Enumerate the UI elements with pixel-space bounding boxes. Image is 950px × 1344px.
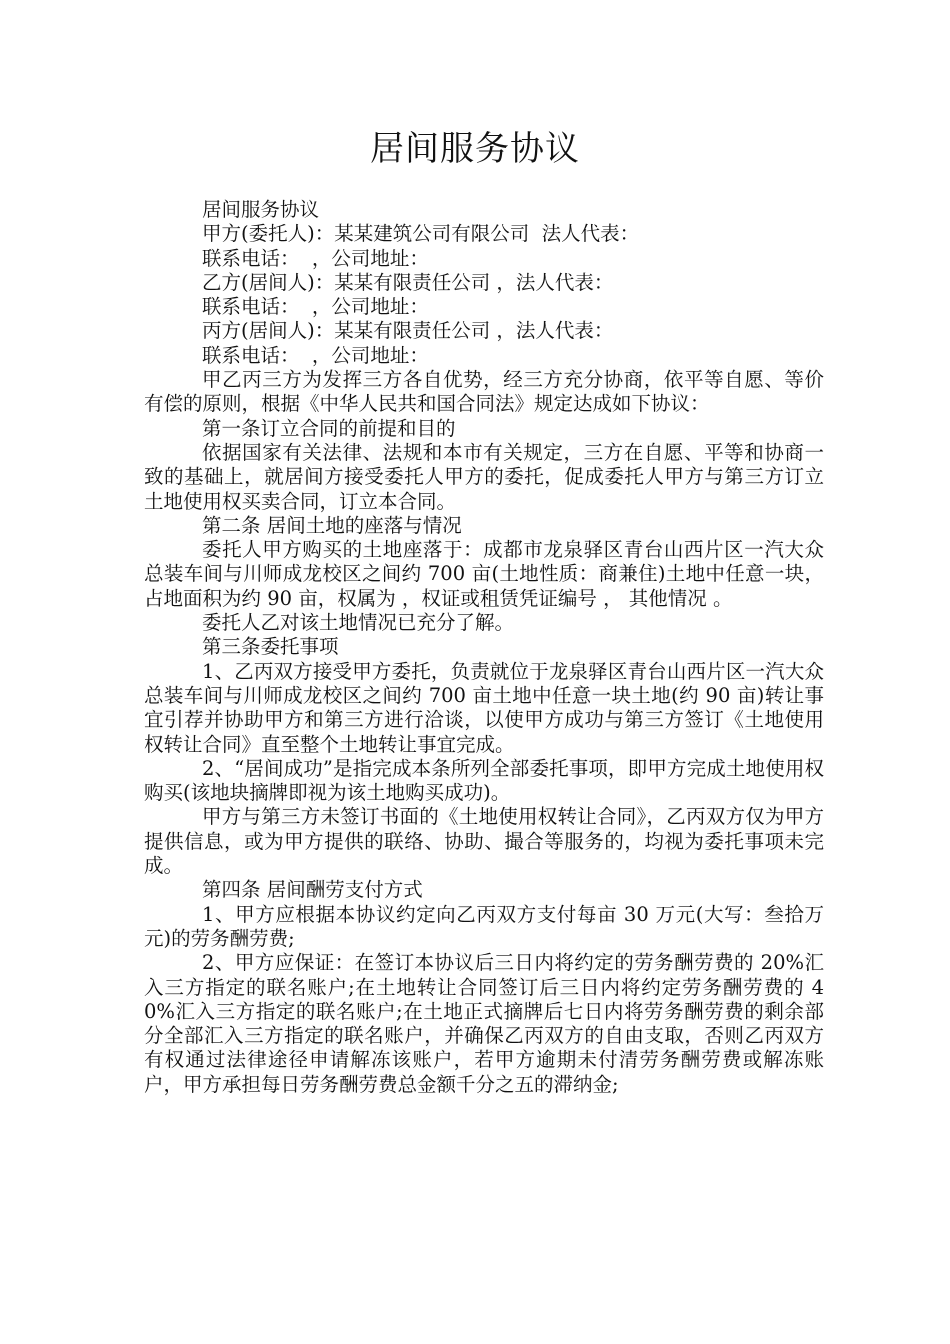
preamble-paragraph: 甲乙丙三方为发挥三方各自优势，经三方充分协商，依平等自愿、等价有偿的原则，根据《中华人民共和国合同法》规定达成如下协议： — [144, 368, 824, 416]
party-c-contact-line: 联系电话： ，公司地址： — [202, 343, 429, 367]
article-2-note: 委托人乙对该土地情况已充分了解。 — [202, 611, 515, 635]
article-4-heading: 第四条 居间酬劳支付方式 — [202, 878, 423, 902]
document-body — [144, 198, 824, 1097]
article-2-paragraph: 委托人甲方购买的土地座落于：成都市龙泉驿区青台山西片区一汽大众总装车间与川师成龙校区之间约 700 亩(土地性质：商兼住)土地中任意一块，占地面积为约 90 亩，权属为 ，权证或租赁凭证编号 ， 其他情况 。 — [144, 538, 824, 610]
article-3-note: 甲方与第三方未签订书面的《土地使用权转让合同》，乙丙双方仅为甲方提供信息，或为甲方提供的联络、协助、撮合等服务的，均视为委托事项未完成。 — [144, 805, 824, 878]
article-1-heading: 第一条订立合同的前提和目的 — [202, 416, 456, 440]
document-title: 居间服务协议 — [370, 129, 580, 169]
article-3-clause-2: 2、“居间成功”是指完成本条所列全部委托事项，即甲方完成土地使用权购买(该地块摘牌即视为该土地购买成功)。 — [144, 756, 824, 805]
article-4-clause-2: 2、甲方应保证：在签订本协议后三日内将约定的劳务酬劳费的 20%汇入三方指定的联名账户;在土地转让合同签订后三日内将约定劳务酬劳费的 40%汇入三方指定的联名账户;在土地正式摘牌后七日内将劳务酬劳费的剩余部分全部汇入三方指定的联名账户，并确保乙丙双方的自由支取，否则乙丙双方有权通过法律途径申请解冻该账户，若甲方逾期未付清劳务酬劳费或解冻账户，甲方承担每日劳务酬劳费总金额千分之五的滞纳金; — [144, 951, 824, 1096]
article-4-clause-1: 1、甲方应根据本协议约定向乙丙双方支付每亩 30 万元(大写：叁拾万元)的劳务酬劳费; — [144, 902, 824, 950]
party-b-contact-line: 联系电话： ，公司地址： — [202, 295, 429, 319]
party-b-line: 乙方(居间人)：某某有限责任公司 ，法人代表： — [202, 270, 614, 294]
article-2-heading: 第二条 居间土地的座落与情况 — [202, 513, 462, 537]
subtitle-line: 居间服务协议 — [202, 198, 320, 221]
party-a-line: 甲方(委托人)：某某建筑公司有限公司 法人代表： — [202, 222, 640, 246]
article-3-heading: 第三条委托事项 — [202, 635, 339, 659]
article-3-clause-1: 1、乙丙双方接受甲方委托，负责就位于龙泉驿区青台山西片区一汽大众总装车间与川师成龙校区之间约 700 亩土地中任意一块土地(约 90 亩)转让事宜引荐并协助甲方和第三方进行洽谈，以使甲方成功与第三方签订《土地使用权转让合同》直至整个土地转让事宜完成。 — [144, 659, 824, 756]
party-c-line: 丙方(居间人)：某某有限责任公司 ，法人代表： — [202, 319, 614, 343]
party-a-contact-line: 联系电话： ，公司地址： — [202, 246, 429, 270]
article-1-paragraph: 依据国家有关法律、法规和本市有关规定，三方在自愿、平等和协商一致的基础上，就居间方接受委托人甲方的委托，促成委托人甲方与第三方订立土地使用权买卖合同，订立本合同。 — [144, 440, 824, 513]
